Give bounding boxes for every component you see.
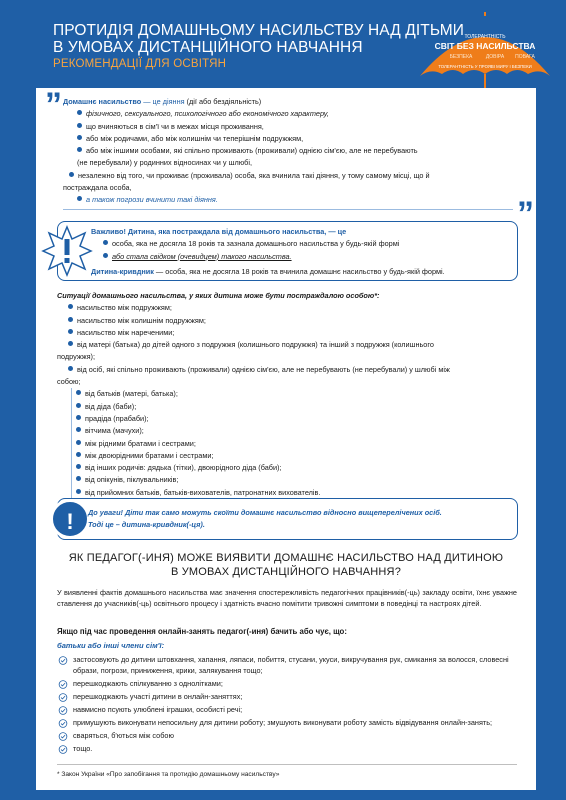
- bullet-icon: [77, 147, 82, 152]
- definition-item-cont: постраждала особа,: [63, 183, 132, 193]
- abuser-definition: [91, 266, 513, 278]
- sub-list-item-text: від прийомних батьків, батьків-вихователів, патронатних вихователів.: [85, 487, 321, 497]
- title-line-1: ПРОТИДІЯ ДОМАШНЬОМУ НАСИЛЬСТВУ НАД ДІТЬМИ: [53, 22, 465, 39]
- important-item-text: або стала свідком (очевидцем) такого насильства.: [112, 251, 292, 261]
- umbrella-word-6: ТОЛЕРАНТНІСТЬ У ПРОЯВІ МИРУ І БЕЗПЕКИ: [438, 64, 532, 69]
- title-line-2: В УМОВАХ ДИСТАНЦІЙНОГО НАВЧАННЯ: [53, 39, 363, 56]
- umbrella-word-1: СВІТ БЕЗ НАСИЛЬСТВА: [434, 41, 536, 51]
- bullet-icon: [76, 427, 81, 432]
- sub-list-item-text: між рідними братами і сестрами;: [85, 438, 196, 448]
- checklist-item-text: навмисно псують улюблені іграшки, особисті речі;: [73, 704, 243, 714]
- sub-list-item: [76, 438, 515, 450]
- bullet-icon: [68, 317, 73, 322]
- page-subtitle: РЕКОМЕНДАЦІЇ ДЛЯ ОСВІТЯН: [53, 58, 227, 70]
- definition-item: [63, 121, 521, 133]
- important-item-text: особа, яка не досягла 18 років та зазнала домашнього насильства у будь-якій формі: [112, 239, 400, 249]
- sub-list-item: [76, 425, 515, 437]
- sub-list-item-text: від інших родичів: дядька (тітки), двоюрідного діда (баби);: [85, 463, 282, 473]
- bullet-icon: [77, 135, 82, 140]
- checklist-item-text: тощо.: [73, 743, 93, 753]
- definition-item-text: що вчиняються в сім'ї чи в межах місця проживання,: [86, 121, 264, 131]
- quote-close-icon: ”: [517, 195, 534, 233]
- divider: [63, 209, 513, 210]
- checklist-item-text: перешкоджають спілкуванню з однолітками;: [73, 678, 223, 688]
- check-circle-icon: [57, 745, 69, 754]
- definition-item: [63, 145, 521, 157]
- definition-item: [63, 194, 521, 206]
- definition-item-text: фізичного, сексуального, психологічного або економічного характеру,: [86, 109, 329, 119]
- notice-content: [88, 507, 508, 532]
- list-item-text: насильство між подружжям;: [77, 303, 172, 313]
- check-circle-icon: [57, 706, 69, 715]
- important-item: [91, 238, 513, 250]
- checklist-item-text: застосовують до дитини штовхання, хапання, ляпаси, побиття, стусани, укуси, викручування рук, смикання за волосся, словесні образи, погрози, приниження, крики, залякування тощо;: [73, 655, 509, 675]
- abuser-term: Дитина-кривдник: [91, 266, 154, 276]
- list-item: [57, 315, 515, 327]
- checklist-item: [57, 731, 519, 742]
- check-circle-icon: [57, 732, 69, 741]
- bullet-icon: [69, 172, 74, 177]
- checklist-item-text: перешкоджають участі дитини в онлайн-заняттях;: [73, 691, 243, 701]
- definition-item-cont: (не перебували) у родинних відносинах чи у шлюбі,: [77, 158, 253, 168]
- question-sublabel: батьки або інші члени сім'ї:: [57, 641, 165, 650]
- list-item-text: насильство між нареченими;: [77, 327, 175, 337]
- list-item-cont: подружжя);: [57, 352, 95, 362]
- bullet-icon: [68, 366, 73, 371]
- footnote: * Закон України «Про запобігання та протидію домашньому насильству»: [57, 771, 280, 778]
- situations-heading: Ситуації домашнього насильства, у яких дитина може бути постраждалою особою*:: [57, 291, 380, 300]
- sub-list-item-text: між двоюрідними братами і сестрами;: [85, 450, 214, 460]
- definition-item: [63, 170, 521, 182]
- definition-term-note: (дії або бездіяльність): [184, 97, 262, 106]
- bullet-icon: [76, 452, 81, 457]
- bullet-icon: [68, 329, 73, 334]
- list-item: [57, 302, 515, 314]
- umbrella-word-3: БЕЗПЕКА: [449, 54, 473, 60]
- sub-list-item-text: від опікунів, піклувальників;: [85, 475, 179, 485]
- footnote-divider: [57, 764, 517, 765]
- sub-list-item-text: вітчима (мачухи);: [85, 426, 144, 436]
- umbrella-word-5: ПОВАГА: [515, 54, 535, 60]
- list-item-text: від матері (батька) до дітей одного з подружжя (колишнього подружжя) та інший з подружжя (колишнього: [77, 340, 434, 350]
- page-title: [53, 22, 464, 56]
- umbrella-word-4: ДОВІРА: [485, 54, 505, 60]
- exclamation-circle-icon: !: [50, 499, 90, 539]
- bullet-icon: [77, 196, 82, 201]
- notice-line-2: Тоді це – дитина-кривдник(-ця).: [88, 520, 205, 530]
- list-item-text: від осіб, які спільно проживають (проживали) однією сім'єю, але не перебувають (не перебували) у шлюбі між: [77, 364, 450, 374]
- list-item: [57, 327, 515, 339]
- intro-paragraph: У виявленні фактів домашнього насильства має значення спостережливість педагогічних працівників(-ць) закладу освіти, їхнє уважне ставлення до учасників(-ць) освітнього процесу і здатність вчасно помітити тривожні симптоми в поведінці та настроях дітей.: [57, 588, 517, 608]
- list-item-text: насильство між колишнім подружжям;: [77, 315, 206, 325]
- sub-list-item-text: прадіда (прабаби);: [85, 413, 149, 423]
- question-label: Якщо під час проведення онлайн-занять педагог(-иня) бачить або чує, що:: [57, 627, 347, 636]
- bullet-icon: [103, 240, 108, 245]
- checklist-item: [57, 705, 519, 716]
- list-item: [57, 339, 515, 351]
- definition-item-text: а також погрози вчинити такі діяння.: [86, 195, 218, 205]
- bullet-icon: [68, 304, 73, 309]
- definition-block: [63, 96, 521, 209]
- bullet-icon: [76, 440, 81, 445]
- sub-list-item-text: від батьків (матері, батька);: [85, 389, 178, 399]
- bullet-icon: [77, 123, 82, 128]
- bullet-icon: [76, 464, 81, 469]
- checklist-item-text: примушують виконувати непосильну для дитини роботу; змушують виконувати роботу замість відвідування онлайн-занять;: [73, 717, 493, 727]
- bullet-icon: [76, 403, 81, 408]
- section-title-line-2: В УМОВАХ ДИСТАНЦІЙНОГО НАВЧАННЯ?: [170, 566, 402, 578]
- sub-list: [71, 388, 515, 499]
- sub-list-item: [76, 462, 515, 474]
- important-item: [91, 251, 513, 263]
- bullet-icon: [77, 110, 82, 115]
- list-item: [57, 364, 515, 376]
- sub-list-item: [76, 401, 515, 413]
- list-item-cont: собою;: [57, 377, 81, 387]
- check-circle-icon: [57, 656, 69, 665]
- sub-list-item: [76, 388, 515, 400]
- section-title: [40, 551, 532, 579]
- bullet-icon: [68, 341, 73, 346]
- sub-list-item: [76, 450, 515, 462]
- definition-item-text: незалежно від того, чи проживає (проживала) особа, яка вчинила такі діяння, у тому самому місці, що й: [78, 170, 430, 180]
- check-circle-icon: [57, 680, 69, 689]
- checklist-item-text: сваряться, б'ються між собою: [73, 730, 174, 740]
- bullet-icon: [76, 415, 81, 420]
- bullet-icon: [76, 390, 81, 395]
- sub-list-item: [76, 413, 515, 425]
- definition-heading: [63, 96, 521, 108]
- definition-item-text: або між іншими особами, які спільно проживають (проживали) однією сім'єю, але не перебувають: [86, 146, 418, 156]
- sub-list-item-text: від діда (баби);: [85, 401, 137, 411]
- checklist-item: [57, 692, 519, 703]
- definition-term: Домашнє насильство: [63, 97, 142, 106]
- bullet-icon: [103, 253, 108, 258]
- exclamation-icon: [41, 225, 93, 277]
- bullet-icon: [76, 489, 81, 494]
- bullet-icon: [76, 476, 81, 481]
- umbrella-word-2: ТОЛЕРАНТНІСТЬ: [464, 34, 506, 40]
- important-content: [91, 226, 513, 278]
- checklist: [57, 655, 519, 757]
- checklist-item: [57, 655, 519, 676]
- definition-item: [63, 133, 521, 145]
- definition-item-text: або між родичами, або між колишнім чи теперішнім подружжям,: [86, 133, 304, 143]
- sub-list-item: [76, 474, 515, 486]
- quote-open-icon: ”: [45, 86, 62, 124]
- abuser-text: — особа, яка не досягла 18 років та вчинила домашнє насильство у будь-якій формі.: [153, 266, 445, 276]
- checklist-item: [57, 718, 519, 729]
- check-circle-icon: [57, 719, 69, 728]
- checklist-item: [57, 744, 519, 755]
- definition-term-tail: — це діяння: [141, 97, 185, 106]
- important-heading: Важливо! Дитина, яка постраждала від домашнього насильства, — це: [91, 227, 347, 236]
- situations-list: [57, 290, 515, 499]
- check-circle-icon: [57, 693, 69, 702]
- section-title-line-1: ЯК ПЕДАГОГ(-ИНЯ) МОЖЕ ВИЯВИТИ ДОМАШНЄ НАСИЛЬСТВО НАД ДИТИНОЮ: [68, 552, 504, 564]
- notice-line-1: До уваги! Діти так само можуть скоїти домашнє насильство відносно вищеперелічених осіб.: [88, 508, 442, 517]
- definition-item: [63, 108, 521, 120]
- checklist-item: [57, 679, 519, 690]
